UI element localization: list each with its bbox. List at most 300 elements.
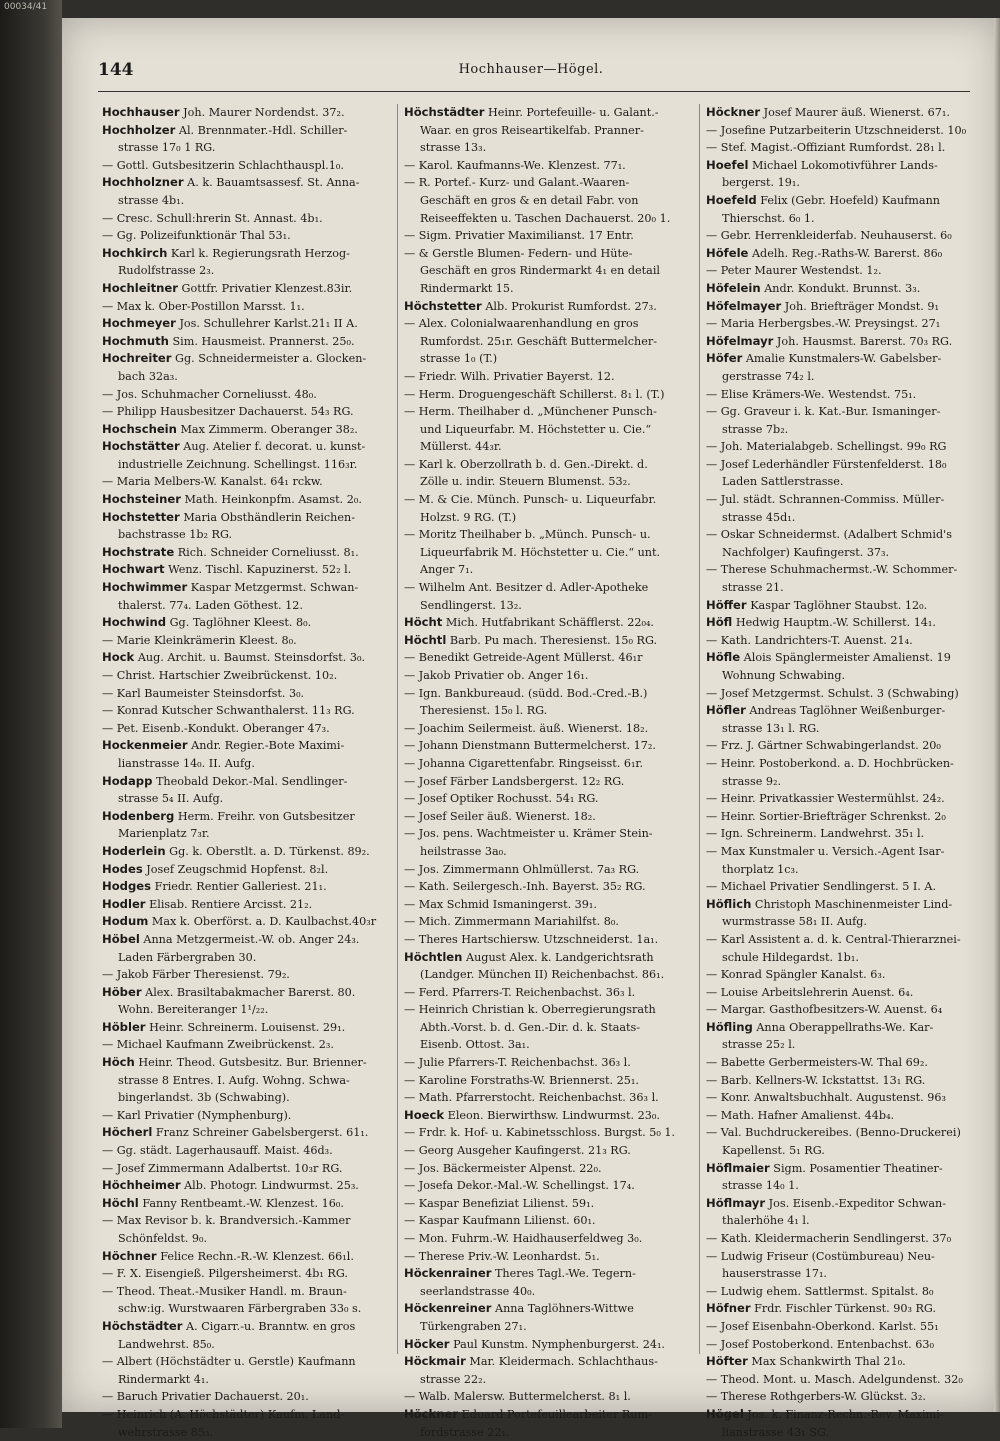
entry-details: Frz. J. Gärtner Schwabingerlandst. 20₀ [717, 739, 941, 753]
entry-details: Konrad Spängler Kanalst. 6₃. [717, 968, 886, 982]
directory-entry [404, 1177, 694, 1195]
column-divider [699, 104, 700, 1354]
directory-entry [404, 632, 694, 650]
directory-entry [706, 491, 990, 509]
ditto-dash: — [404, 1056, 416, 1070]
entry-details: August Alex. k. Landgerichtsrath [462, 950, 654, 964]
ditto-dash: — [404, 405, 416, 419]
ditto-dash: — [706, 686, 718, 700]
book-spine [0, 0, 62, 1428]
directory-entry [404, 896, 694, 914]
directory-entry [102, 1054, 392, 1072]
directory-entry [404, 737, 694, 755]
ditto-dash: — [404, 176, 416, 190]
directory-entry [404, 1353, 694, 1371]
entry-details: Max Schankwirth Thal 21₀. [747, 1355, 906, 1369]
surname: Höfner [706, 1301, 751, 1316]
ditto-dash: — [404, 1196, 416, 1210]
entry-continuation: strasse 21. [722, 581, 784, 595]
entry-details: Kath. Seilergesch.-Inh. Bayerst. 35₂ RG. [415, 880, 646, 894]
surname: Höbler [102, 1019, 146, 1034]
surname: Höchner [102, 1248, 157, 1263]
surname: Höfelmayr [706, 333, 774, 348]
entry-details: Max k. Oberförst. a. D. Kaulbachst.40₃r [148, 915, 377, 929]
entry-continuation: Zölle u. indir. Steuern Blumenst. 53₂. [420, 475, 631, 489]
surname: Höfter [706, 1354, 748, 1369]
surname: Hockenmeier [102, 738, 188, 753]
entry-details: Karl k. Oberzollrath b. d. Gen.-Direkt. d. [415, 457, 648, 471]
entry-details: Gebr. Herrenkleiderfab. Neuhauserst. 6₀ [717, 229, 952, 243]
directory-entry [102, 509, 392, 527]
directory-entry [706, 1353, 990, 1371]
surname: Högel [706, 1406, 744, 1421]
entry-continuation: strasse 7b₂. [722, 422, 789, 436]
entry-continuation: seerlandstrasse 40₀. [420, 1284, 536, 1298]
ditto-dash: — [102, 405, 114, 419]
entry-details: Math. Heinkonpfm. Asamst. 2₀. [180, 493, 362, 507]
surname: Höflmayr [706, 1195, 766, 1210]
directory-entry [404, 1406, 694, 1424]
entry-details: Aug. Archit. u. Baumst. Steinsdorfst. 3₀. [134, 651, 366, 665]
entry-details: Al. Brennmater.-Hdl. Schiller- [175, 123, 348, 137]
ditto-dash: — [404, 158, 416, 172]
ditto-dash: — [404, 317, 416, 331]
surname: Hock [102, 650, 135, 665]
surname: Hoefel [706, 157, 749, 172]
surname: Höfele [706, 245, 749, 260]
directory-entry [706, 561, 990, 579]
directory-entry [102, 1142, 392, 1160]
directory-entry [404, 825, 694, 843]
directory-entry [102, 808, 392, 826]
entry-continuation: Laden Färbergraben 30. [118, 950, 257, 964]
ditto-dash: — [706, 1056, 718, 1070]
entry-continuation: lianstrasse 14₀. II. Aufg. [118, 756, 255, 770]
entry-details: Max Schmid Ismaningerst. 39₁. [415, 897, 597, 911]
directory-entry [404, 227, 694, 245]
entry-details: Max Revisor b. k. Brandversich.-Kammer [113, 1214, 351, 1228]
directory-entry [706, 597, 990, 615]
entry-details: Mich. Hutfabrikant Schäfflerst. 22₀₄. [442, 616, 654, 630]
ditto-dash: — [706, 440, 718, 454]
ditto-dash: — [404, 651, 416, 665]
ditto-dash: — [404, 1179, 416, 1193]
entry-details: Karl k. Regierungsrath Herzog- [167, 246, 350, 260]
entry-details: Ign. Schreinerm. Landwehrst. 35₁ l. [717, 827, 925, 841]
ditto-dash: — [102, 299, 114, 313]
entry-details: Josef Zimmermann Adalbertst. 10₃r RG. [113, 1161, 343, 1175]
entry-continuation: strasse 8 Entres. I. Aufg. Wohng. Schwa- [118, 1073, 350, 1087]
directory-entry [706, 649, 990, 667]
entry-continuation: hauserstrasse 17₁. [722, 1267, 827, 1281]
ditto-dash: — [102, 1284, 114, 1298]
surname: Hochstätter [102, 439, 180, 454]
entry-continuation: Nachfolger) Kaufingerst. 37₃. [722, 545, 890, 559]
ditto-dash: — [102, 704, 114, 718]
ditto-dash: — [102, 721, 114, 735]
entry-details: Marie Kleinkrämerin Kleest. 8₀. [113, 633, 297, 647]
directory-entry [706, 1318, 990, 1336]
ditto-dash: — [706, 229, 718, 243]
directory-entry [102, 403, 392, 421]
directory-entry [102, 843, 392, 861]
entry-details: Josef Seiler äuß. Wienerst. 18₂. [415, 809, 596, 823]
directory-entry [404, 368, 694, 386]
directory-entry [404, 1054, 694, 1072]
directory-entry [404, 790, 694, 808]
surname: Höbel [102, 931, 140, 946]
entry-continuation: bergerst. 19₁. [722, 176, 800, 190]
entry-details: Andr. Regier.-Bote Maximi- [187, 739, 345, 753]
directory-entry [404, 1265, 694, 1283]
entry-details: Theobald Dekor.-Mal. Sendlinger- [152, 774, 348, 788]
entry-details: Ferd. Pfarrers-T. Reichenbachst. 36₃ l. [415, 985, 636, 999]
directory-entry [102, 491, 392, 509]
entry-details: Margar. Gasthofbesitzers-W. Auenst. 6₄ [717, 1003, 943, 1017]
directory-entry [102, 1177, 392, 1195]
entry-continuation: gerstrasse 74₂ l. [722, 369, 815, 383]
entry-continuation: wehrstrasse 85₃. [118, 1425, 213, 1439]
entry-details: Elise Krämers-We. Westendst. 75₁. [717, 387, 917, 401]
entry-details: Johann Dienstmann Buttermelcherst. 17₂. [415, 739, 656, 753]
entry-continuation: Holzst. 9 RG. (T.) [420, 510, 517, 524]
directory-entry [404, 1142, 694, 1160]
ditto-dash: — [404, 1232, 416, 1245]
ditto-dash: — [404, 1091, 416, 1105]
surname: Höfling [706, 1019, 753, 1034]
ditto-dash: — [102, 968, 114, 982]
entry-details: Sigm. Privatier Maximilianst. 17 Entr. [415, 229, 634, 243]
surname: Hochholzer [102, 122, 176, 137]
entry-details: Mar. Kleidermach. Schlachthaus- [465, 1355, 658, 1369]
ditto-dash: — [102, 669, 114, 682]
directory-entry [102, 931, 392, 949]
surname: Hochwimmer [102, 580, 188, 595]
directory-entry [706, 139, 990, 157]
entry-details: Stef. Magist.-Offiziant Rumfordst. 28₁ l. [717, 141, 946, 155]
entry-continuation: strasse 5₄ II. Aufg. [118, 792, 224, 806]
directory-entry [706, 1054, 990, 1072]
entry-details: Kaspar Kaufmann Lilienst. 60₁. [415, 1214, 596, 1228]
entry-continuation: Landwehrst. 85₀. [118, 1337, 215, 1351]
surname: Höcht [404, 615, 443, 630]
entry-details: Heinr. Postoberkond. a. D. Hochbrücken- [717, 756, 954, 770]
directory-entry [706, 192, 990, 210]
column-divider [397, 104, 398, 1354]
entry-details: Alex. Colonialwaarenhandlung en gros [415, 317, 639, 331]
directory-entry [404, 1336, 694, 1354]
surname: Höckner [706, 105, 761, 119]
surname: Höchstetter [404, 298, 482, 313]
surname: Hodapp [102, 773, 153, 788]
ditto-dash: — [102, 229, 114, 243]
ditto-dash: — [102, 1390, 114, 1404]
directory-entry [404, 1300, 694, 1318]
entry-details: Alex. Brasiltabakmacher Barerst. 80. [141, 985, 356, 999]
entry-details: Gg. Graveur i. k. Kat.-Bur. Ismaninger- [717, 405, 941, 419]
directory-entry [706, 808, 990, 826]
ditto-dash: — [404, 1390, 416, 1404]
entry-continuation: strasse 13₃. [420, 141, 487, 155]
directory-entry [706, 1336, 990, 1354]
entry-details: Alois Spänglermeister Amalienst. 19 [740, 651, 951, 665]
entry-continuation: Rindermarkt 4₁. [118, 1372, 209, 1386]
entry-continuation: Müllerst. 44₃r. [420, 440, 502, 454]
directory-entry [706, 1019, 990, 1037]
directory-entry [404, 456, 694, 474]
directory-entry [404, 1001, 694, 1019]
directory-entry [102, 737, 392, 755]
directory-entry [102, 632, 392, 650]
directory-entry [706, 1248, 990, 1266]
entry-details: Anna Oberappellraths-We. Kar- [752, 1020, 934, 1034]
directory-entry [404, 931, 694, 949]
entry-details: Herm. Droguengeschäft Schillerst. 8₁ l. (T.) [415, 387, 665, 401]
surname: Höfelein [706, 280, 761, 295]
ditto-dash: — [404, 528, 416, 542]
entry-details: Michael Lokomotivführer Lands- [748, 158, 938, 172]
directory-entry [102, 1283, 392, 1301]
entry-continuation: thalerhöhe 4₁ l. [722, 1214, 810, 1228]
entry-details: Andreas Taglöhner Weißenburger- [745, 704, 946, 718]
entry-details: Josef Optiker Rochusst. 54₁ RG. [415, 792, 599, 806]
directory-entry [706, 526, 990, 544]
entry-details: Theod. Mont. u. Masch. Adelgundenst. 32₀ [717, 1372, 963, 1386]
entry-details: Theod. Theat.-Musiker Handl. m. Braun- [113, 1284, 347, 1298]
directory-entry [102, 913, 392, 931]
entry-details: Adelh. Reg.-Raths-W. Barerst. 86₀ [748, 246, 943, 260]
directory-entry [404, 1212, 694, 1230]
entry-details: Gg. Schneidermeister a. Glocken- [171, 352, 367, 366]
entry-details: Kath. Landrichters-T. Auenst. 21₄. [717, 633, 913, 647]
entry-details: Karl Assistent a. d. k. Central-Thierarznei- [717, 932, 961, 946]
ditto-dash: — [404, 915, 416, 929]
entry-details: Wenz. Tischl. Kapuzinerst. 52₂ l. [164, 563, 352, 577]
ditto-dash: — [404, 932, 416, 946]
ditto-dash: — [404, 792, 416, 806]
entry-continuation: strasse 45d₁. [722, 510, 796, 524]
surname: Höch [102, 1055, 135, 1070]
entry-continuation: lianstrasse 43₁ SG. [722, 1425, 829, 1439]
entry-continuation: industrielle Zeichnung. Schellingst. 116₃r. [118, 457, 358, 471]
surname: Hochmeyer [102, 316, 176, 331]
entry-continuation: Liqueurfabrik M. Höchstetter u. Cie.“ unt. [420, 545, 661, 559]
directory-entry [102, 1107, 392, 1125]
directory-entry [102, 896, 392, 914]
surname: Hochhauser [102, 105, 180, 119]
ditto-dash: — [706, 563, 718, 577]
ditto-dash: — [404, 721, 416, 735]
entry-details: Albert (Höchstädter u. Gerstle) Kaufmann [113, 1355, 356, 1369]
ditto-dash: — [404, 387, 416, 401]
surname: Hodges [102, 879, 152, 894]
entry-details: Baruch Privatier Dachauerst. 20₁. [113, 1390, 309, 1404]
entry-details: Therese Rothgerbers-W. Glückst. 3₂. [717, 1390, 926, 1404]
directory-entry [706, 1300, 990, 1318]
entry-details: Georg Ausgeher Kaufingerst. 21₃ RG. [415, 1144, 631, 1158]
directory-entry [102, 421, 392, 439]
entry-details: A. k. Bauamtsassesf. St. Anna- [183, 176, 360, 190]
entry-details: Heinr. Privatkassier Westermühlst. 24₂. [717, 792, 945, 806]
surname: Hodler [102, 896, 146, 911]
surname: Hoefeld [706, 192, 757, 207]
surname: Hochkirch [102, 245, 168, 260]
ditto-dash: — [102, 1108, 114, 1122]
entry-details: Felix (Gebr. Hoefeld) Kaufmann [756, 193, 940, 207]
directory-entry [706, 280, 990, 298]
directory-entry [404, 1388, 694, 1406]
directory-entry [102, 773, 392, 791]
entry-details: Aug. Atelier f. decorat. u. kunst- [179, 440, 366, 454]
entry-continuation: Kapellenst. 5₁ RG. [722, 1144, 825, 1158]
entry-details: R. Portef.- Kurz- und Galant.-Waaren- [415, 176, 630, 190]
directory-entry [706, 350, 990, 368]
entry-details: Pet. Eisenb.-Kondukt. Oberanger 47₃. [113, 721, 330, 735]
entry-details: Maria Herbergsbes.-W. Preysingst. 27₁ [717, 317, 941, 331]
entry-details: Joh. Materialabgeb. Schellingst. 99₀ RG [717, 440, 947, 454]
entry-details: Alb. Photogr. Lindwurmst. 25₃. [180, 1179, 359, 1193]
column-2 [404, 104, 694, 1441]
entry-details: Julie Pfarrers-T. Reichenbachst. 36₃ l. [415, 1056, 631, 1070]
ditto-dash: — [102, 686, 114, 700]
entry-continuation: und Liqueurfabr. M. Höchstetter u. Cie.“ [420, 422, 652, 436]
directory-entry [404, 984, 694, 1002]
entry-details: Jos. Schullehrer Karlst.21₁ II A. [175, 317, 358, 331]
entry-details: Friedr. Wilh. Privatier Bayerst. 12. [415, 369, 615, 383]
ditto-dash: — [404, 1161, 416, 1175]
entry-details: Josef Metzgermst. Schulst. 3 (Schwabing) [717, 686, 959, 700]
directory-entry [102, 1248, 392, 1266]
entry-continuation: strasse 22₂. [420, 1372, 487, 1386]
entry-details: Eduard Portefeuillearbeiter Rum- [458, 1407, 652, 1421]
directory-entry [102, 473, 392, 491]
entry-continuation: Anger 7₁. [420, 563, 474, 577]
directory-entry [706, 456, 990, 474]
ditto-dash: — [404, 669, 416, 682]
entry-details: Moritz Theilhaber b. „Münch. Punsch- u. [415, 528, 651, 542]
entry-details: F. X. Eisengieß. Pilgersheimerst. 4b₁ RG. [113, 1267, 348, 1281]
directory-entry [404, 685, 694, 703]
surname: Höffer [706, 597, 747, 612]
directory-entry [102, 1195, 392, 1213]
running-head: Hochhauser—Högel. [458, 62, 604, 77]
entry-details: A. Cigarr.-u. Branntw. en gros [182, 1319, 356, 1333]
directory-entry [404, 861, 694, 879]
directory-entry [102, 1124, 392, 1142]
entry-details: Sim. Hausmeist. Prannerst. 25₀. [168, 334, 355, 348]
entry-details: & Gerstle Blumen- Federn- und Hüte- [415, 246, 633, 260]
ditto-dash: — [706, 317, 718, 331]
entry-details: Sigm. Posamentier Theatiner- [769, 1161, 943, 1175]
ditto-dash: — [404, 880, 416, 894]
entry-details: Jos. Bäckermeister Alpenst. 22₀. [415, 1161, 602, 1175]
surname: Höflich [706, 896, 752, 911]
entry-continuation: fordstrasse 22₁. [420, 1425, 510, 1439]
entry-details: Jos. k. Finanz-Rechn.-Rev. Maximi- [743, 1407, 944, 1421]
ditto-dash: — [706, 739, 718, 753]
surname: Hochmuth [102, 333, 169, 348]
entry-continuation: strasse 4b₁. [118, 193, 185, 207]
entry-continuation: Geschäft en gros Rindermarkt 4₁ en detail [420, 264, 660, 278]
ditto-dash: — [102, 1038, 114, 1052]
directory-entry [706, 843, 990, 861]
ditto-dash: — [404, 985, 416, 999]
surname: Hochreiter [102, 351, 172, 366]
surname: Hodum [102, 914, 149, 929]
entry-details: Heinr. Schreinerm. Louisenst. 29₁. [145, 1020, 346, 1034]
entry-details: Konr. Anwaltsbuchhalt. Augustenst. 96₃ [717, 1091, 946, 1105]
entry-details: Josefine Putzarbeiterin Utzschneiderst. 10₀ [717, 123, 967, 137]
ditto-dash: — [706, 968, 718, 982]
entry-details: Michael Kaufmann Zweibrückenst. 2₃. [113, 1038, 334, 1052]
directory-entry [102, 579, 392, 597]
directory-entry [706, 298, 990, 316]
entry-details: Maria Obsthändlerin Reichen- [179, 510, 355, 524]
surname: Hochholzner [102, 175, 184, 190]
directory-entry [404, 579, 694, 597]
entry-details: Jakob Färber Theresienst. 79₂. [113, 968, 290, 982]
directory-entry [706, 878, 990, 896]
directory-entry [706, 1072, 990, 1090]
entry-details: Heinr. Theod. Gutsbesitz. Bur. Brienner- [134, 1056, 367, 1070]
entry-continuation: Waar. en gros Reiseartikelfab. Pranner- [420, 123, 644, 137]
directory-entry [404, 1107, 694, 1125]
directory-entry [706, 1406, 990, 1424]
entry-details: Karl Baumeister Steinsdorfst. 3₀. [113, 686, 305, 700]
directory-entry [706, 403, 990, 421]
surname: Höchtlen [404, 949, 463, 964]
entry-details: Maria Melbers-W. Kanalst. 64₁ rckw. [113, 475, 323, 489]
entry-details: Kaspar Metzgermst. Schwan- [187, 581, 359, 595]
entry-details: Walb. Malersw. Buttermelcherst. 8₁ l. [415, 1390, 631, 1404]
surname: Hochschein [102, 421, 177, 436]
directory-entry [706, 755, 990, 773]
directory-entry [102, 210, 392, 228]
directory-entry [404, 808, 694, 826]
surname: Hochstetter [102, 509, 180, 524]
surname: Höflmaier [706, 1160, 770, 1175]
surname: Höckmair [404, 1354, 466, 1369]
ditto-dash: — [706, 1126, 718, 1140]
directory-entry [404, 878, 694, 896]
surname: Höfle [706, 650, 741, 665]
ditto-dash: — [706, 457, 718, 471]
directory-entry [102, 702, 392, 720]
directory-entry [404, 949, 694, 967]
surname: Höchheimer [102, 1178, 181, 1193]
entry-details: Jos. Eisenb.-Expeditor Schwan- [765, 1196, 947, 1210]
directory-entry [102, 544, 392, 562]
ditto-dash: — [706, 264, 718, 278]
entry-continuation: heilstrasse 3a₀. [420, 844, 507, 858]
ditto-dash: — [706, 493, 718, 507]
entry-details: Gottfr. Privatier Klenzest.83ir. [177, 281, 353, 295]
entry-details: Gg. städt. Lagerhausauff. Maist. 46d₃. [113, 1144, 333, 1158]
entry-continuation: strasse 17₀ 1 RG. [118, 141, 216, 155]
ditto-dash: — [404, 1073, 416, 1087]
entry-details: Ludwig ehem. Sattlermst. Spitalst. 8₀ [717, 1284, 934, 1298]
entry-details: Benedikt Getreide-Agent Müllerst. 46₁r [415, 651, 643, 665]
entry-details: Ludwig Friseur (Costümbureau) Neu- [717, 1249, 935, 1263]
entry-details: Karol. Kaufmanns-We. Klenzest. 77₁. [415, 158, 626, 172]
directory-entry [706, 386, 990, 404]
directory-entry [706, 790, 990, 808]
ditto-dash: — [404, 756, 416, 770]
directory-entry [102, 157, 392, 175]
directory-entry [404, 614, 694, 632]
ditto-dash: — [102, 633, 114, 647]
entry-continuation: Schönfeldst. 9₀. [118, 1232, 208, 1245]
